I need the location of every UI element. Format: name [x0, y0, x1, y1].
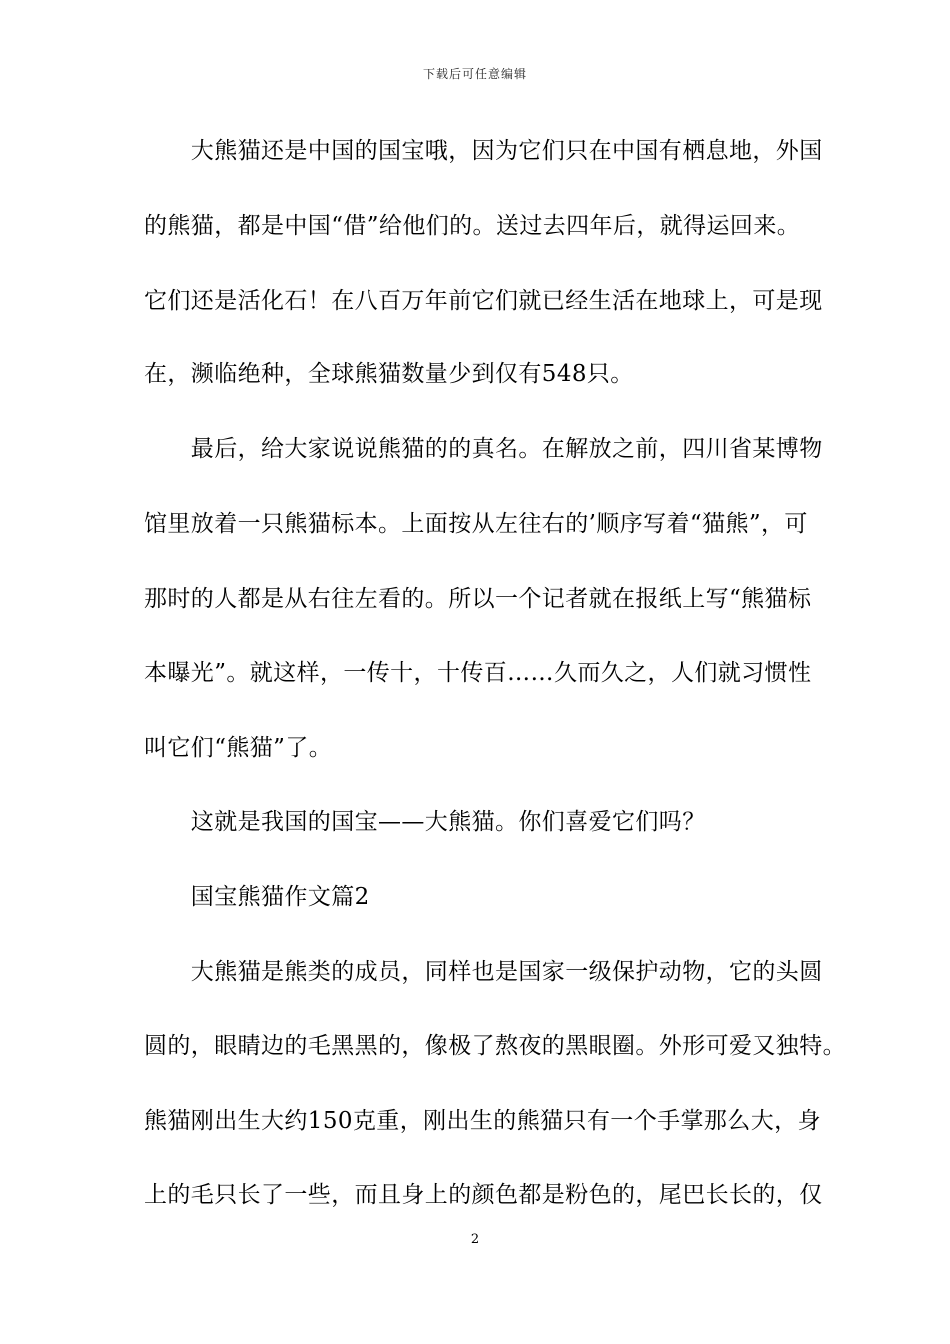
paragraph-line: 那时的人都是从右往左看的。所以一个记者就在报纸上写“熊猫标	[144, 586, 812, 612]
paragraph-line: 叫它们“熊猫”了。	[144, 735, 333, 761]
paragraph-line: 的熊猫，都是中国“借”给他们的。送过去四年后，就得运回来。	[144, 213, 801, 239]
page-number: 2	[470, 1232, 480, 1247]
paragraph-line: 这就是我国的国宝——大熊猫。你们喜爱它们吗？	[144, 809, 706, 835]
paragraph-line: 在，濒临绝种，全球熊猫数量少到仅有548只。	[144, 361, 634, 387]
paragraph-line: 大熊猫还是中国的国宝哦，因为它们只在中国有栖息地，外国	[144, 138, 823, 164]
page-header: 下载后可任意编辑	[422, 67, 527, 81]
paragraph-line: 最后，给大家说说熊猫的的真名。在解放之前，四川省某博物	[144, 436, 823, 462]
paragraph-line: 馆里放着一只熊猫标本。上面按从左往右的’顺序写着“猫熊”，可	[144, 511, 808, 537]
section-heading: 国宝熊猫作文篇2	[144, 884, 370, 910]
paragraph-line: 上的毛只长了一些，而且身上的颜色都是粉色的，尾巴长长的，仅	[144, 1182, 823, 1208]
paragraph-line: 熊猫刚出生大约150克重，刚出生的熊猫只有一个手掌那么大，身	[144, 1108, 821, 1134]
paragraph-line: 圆的，眼睛边的毛黑黑的，像极了熬夜的黑眼圈。外形可爱又独特。	[144, 1033, 846, 1059]
paragraph-line: 大熊猫是熊类的成员，同样也是国家一级保护动物，它的头圆	[144, 959, 823, 985]
paragraph-line: 它们还是活化石！在八百万年前它们就已经生活在地球上，可是现	[144, 288, 823, 314]
paragraph-line: 本曝光”。就这样，一传十，十传百……久而久之，人们就习惯性	[144, 660, 812, 686]
